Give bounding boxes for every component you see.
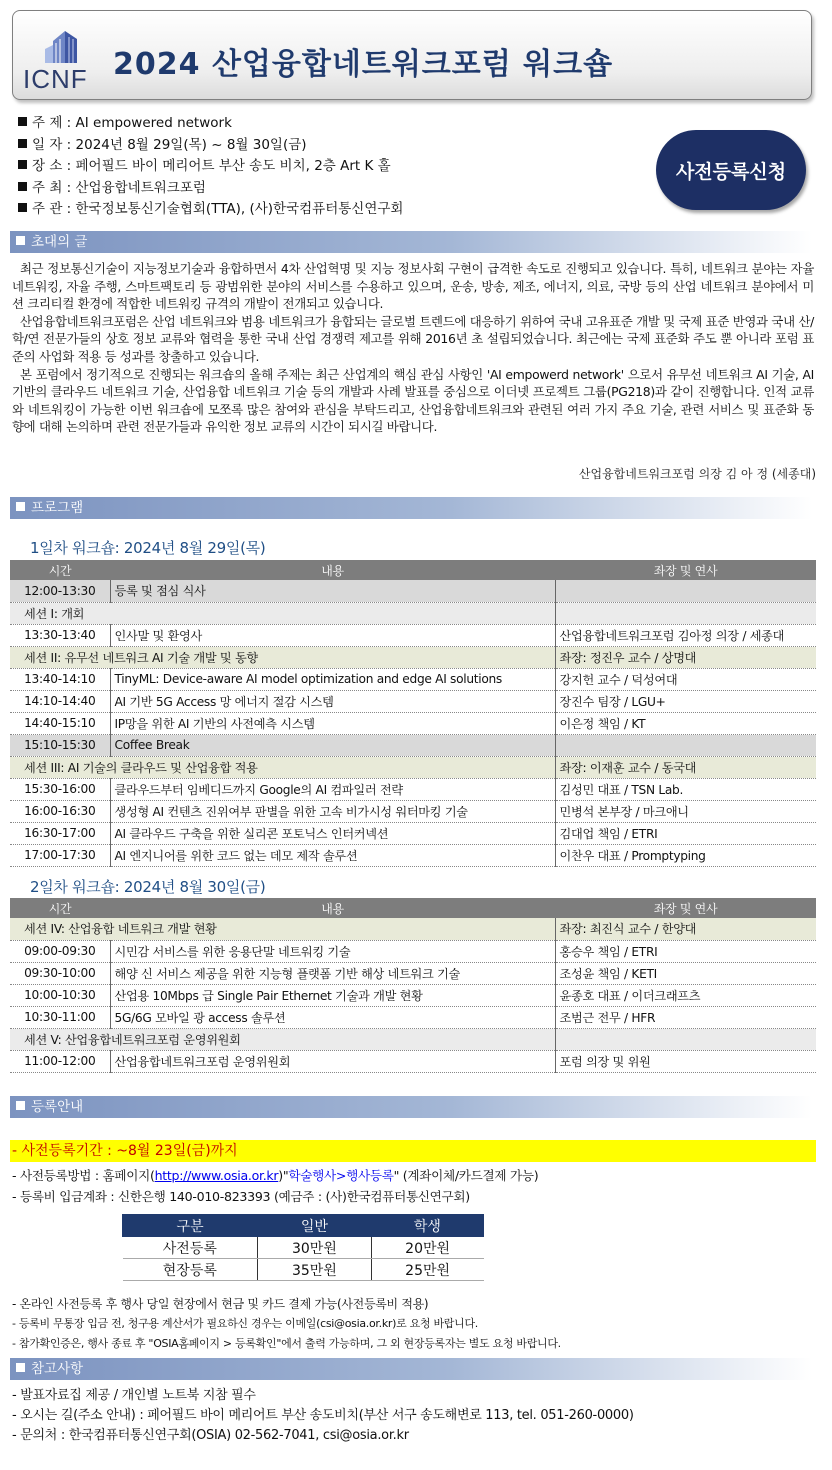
time-cell: 17:00-17:30 [10, 844, 110, 866]
reference-line: - 문의처 : 한국컴퓨터통신연구회(OSIA) 02-562-7041, csi@osia.or.kr [12, 1428, 409, 1443]
program-row [10, 580, 816, 602]
day1-title: 1일차 워크숍: 2024년 8월 29일(목) [30, 539, 266, 557]
section-title: 참고사항 [31, 1361, 84, 1377]
info-value: 페어필드 바이 메리어트 부산 송도 비치, 2층 Art K 홀 [75, 158, 391, 174]
square-bullet-icon [16, 1101, 25, 1110]
session-row [10, 646, 816, 668]
fee-row [123, 1259, 484, 1281]
homepage-link[interactable]: http://www.osia.or.kr [154, 1168, 279, 1183]
section-title: 초대의 글 [31, 234, 88, 250]
method-text: " (계좌이체/카드결제 가능) [393, 1168, 539, 1183]
program-row [10, 778, 816, 800]
chair-cell: 민병석 본부장 / 마크애니 [555, 800, 816, 822]
info-label: 장 소 : [32, 158, 72, 174]
program-row [10, 1050, 816, 1072]
square-bullet-icon [18, 117, 27, 126]
reference-line: - 발표자료집 제공 / 개인별 노트북 지참 필수 [12, 1388, 256, 1403]
info-value: 2024년 8월 29일(목) ~ 8월 30일(금) [75, 136, 307, 153]
registration-details [12, 1165, 538, 1207]
content-cell: IP망을 위한 AI 기반의 사전예측 시스템 [110, 712, 555, 734]
session-row [10, 756, 816, 778]
content-cell: AI 엔지니어를 위한 코드 없는 데모 제작 솔루션 [110, 844, 555, 866]
square-bullet-icon [18, 203, 27, 212]
chair-cell: 산업융합네트워크포럼 김아정 의장 / 세종대 [555, 624, 816, 646]
break-row [10, 734, 816, 756]
chair-cell: 조성윤 책임 / KETI [555, 962, 816, 984]
reference-list [12, 1386, 634, 1446]
program-row [10, 690, 816, 712]
section-title: 등록안내 [31, 1099, 84, 1115]
session-title: 세션 IV: 산업융합 네트워크 개발 현황 [10, 918, 555, 940]
fee-cell: 25만원 [371, 1259, 483, 1281]
invite-paragraph: 최근 정보통신기술이 지능정보기술과 융합하면서 4차 산업혁명 및 지능 정보사회 구현이 급격한 속도로 진행되고 있습니다. 특히, 네트워크 분야는 자율 네트워킹, 자율 주행, 스마트팩토리 등 광범위한 분야의 서비스를 수용하고 있으며, 운송, 방송, 제조, 에너지, 의료, 국방 등의 산업 네트워크 분야에서 미션 크리티컬 환경에 적합한 네트워킹 규격의 개발이 전개되고 있습니다. [12, 261, 814, 312]
content-cell: 등록 및 점심 식사 [110, 580, 555, 602]
chair-cell: 이은정 책임 / KT [555, 712, 816, 734]
col-content: 내용 [110, 560, 555, 580]
fee-header: 일반 [258, 1215, 372, 1237]
session-chair: 좌장: 이재훈 교수 / 동국대 [555, 756, 816, 778]
time-cell: 11:00-12:00 [10, 1050, 110, 1072]
session-chair: 좌장: 정진우 교수 / 상명대 [555, 646, 816, 668]
info-value: AI empowered network [75, 115, 232, 131]
registration-period: - 사전등록기간 : ~8월 23일(금)까지 [10, 1140, 816, 1162]
content-cell: Coffee Break [110, 734, 555, 756]
program-row [10, 712, 816, 734]
content-cell: 산업융합네트워크포럼 운영위원회 [110, 1050, 555, 1072]
method-text: )" [278, 1168, 289, 1183]
time-cell: 12:00-13:30 [10, 580, 110, 602]
time-cell: 14:10-14:40 [10, 690, 110, 712]
chair-cell: 포럼 의장 및 위원 [555, 1050, 816, 1072]
content-cell: TinyML: Device-aware AI model optimization and edge AI solutions [110, 668, 555, 690]
fee-header: 학생 [371, 1215, 483, 1237]
info-value: 산업융합네트워크포럼 [75, 179, 206, 196]
time-cell: 10:30-11:00 [10, 1006, 110, 1028]
program-row [10, 940, 816, 962]
info-date [18, 135, 638, 157]
info-venue [18, 156, 638, 178]
fee-cell: 현장등록 [123, 1259, 258, 1281]
info-topic [18, 113, 638, 135]
note-line: - 등록비 무통장 입금 전, 청구용 계산서가 필요하신 경우는 이메일(csi@osia.or.kr)로 요청 바랍니다. [12, 1317, 478, 1330]
session-chair: 좌장: 최진식 교수 / 한양대 [555, 918, 816, 940]
program-row [10, 668, 816, 690]
time-cell: 14:40-15:10 [10, 712, 110, 734]
chair-cell: 윤종호 대표 / 이더크래프츠 [555, 984, 816, 1006]
col-chair: 좌장 및 연사 [555, 898, 816, 918]
content-cell: AI 클라우드 구축을 위한 실리콘 포토닉스 인터커넥션 [110, 822, 555, 844]
chair-cell [555, 734, 816, 756]
content-cell: 해양 신 서비스 제공을 위한 지능형 플랫폼 기반 해상 네트워크 기술 [110, 962, 555, 984]
method-text: - 사전등록방법 : 홈페이지( [12, 1168, 155, 1183]
col-time: 시간 [10, 560, 110, 580]
time-cell: 16:00-16:30 [10, 800, 110, 822]
square-bullet-icon [16, 502, 25, 511]
header-banner [12, 10, 812, 100]
content-cell: AI 기반 5G Access 망 에너지 절감 시스템 [110, 690, 555, 712]
chair-cell: 이찬우 대표 / Promptyping [555, 844, 816, 866]
content-cell: 산업용 10Mbps 급 Single Pair Ethernet 기술과 개발 현황 [110, 984, 555, 1006]
time-cell: 13:30-13:40 [10, 624, 110, 646]
note-line: - 온라인 사전등록 후 행사 당일 현장에서 현금 및 카드 결제 가능(사전등록비 적용) [12, 1297, 429, 1311]
time-cell: 09:30-10:00 [10, 962, 110, 984]
fee-cell: 30만원 [258, 1237, 372, 1259]
program-row [10, 800, 816, 822]
registration-notes [12, 1294, 561, 1354]
program-row [10, 844, 816, 866]
fee-header: 구분 [123, 1215, 258, 1237]
content-cell: 5G/6G 모바일 광 access 솔루션 [110, 1006, 555, 1028]
program-row [10, 1006, 816, 1028]
info-value: 한국정보통신기술협회(TTA), (사)한국컴퓨터통신연구회 [75, 201, 404, 217]
chair-cell [555, 580, 816, 602]
event-registration-link[interactable]: 학술행사>행사등록 [288, 1168, 394, 1183]
chair-cell: 장진수 팀장 / LGU+ [555, 690, 816, 712]
session-title: 세션 II: 유무선 네트워크 AI 기술 개발 및 동향 [10, 646, 555, 668]
fee-cell: 사전등록 [123, 1237, 258, 1259]
invite-paragraph: 본 포럼에서 정기적으로 진행되는 워크숍의 올해 주제는 최근 산업계의 핵심 관심 사항인 'AI empowerd network' 으로서 유무선 네트워크 AI 기술, AI 기반의 클라우드 네트워크 기술, 산업융합 네트워크 기술 등의 개발과 사례 발표를 중심으로 이더넷 프로젝트 그룹(PG218)과 같이 진행합니다. 인적 교류와 네트워킹이 가능한 이번 워크숍에 모쪼록 많은 참여와 관심을 부탁드리고, 산업융합네트워크와 관련된 여러 가지 주요 기술, 관련 서비스 및 표준화 동향에 대해 논의하며 관련 전문가들과 유익한 정보 교류의 시간이 되시길 바랍니다. [12, 366, 814, 435]
fee-table [122, 1214, 484, 1281]
section-header-reference [10, 1358, 812, 1380]
col-time: 시간 [10, 898, 110, 918]
time-cell: 15:30-16:00 [10, 778, 110, 800]
content-cell: 생성형 AI 컨텐츠 진위여부 판별을 위한 고속 비가시성 워터마킹 기술 [110, 800, 555, 822]
chair-cell: 김성민 대표 / TSN Lab. [555, 778, 816, 800]
col-chair: 좌장 및 연사 [555, 560, 816, 580]
square-bullet-icon [18, 139, 27, 148]
session-row [10, 918, 816, 940]
square-bullet-icon [16, 236, 25, 245]
info-organizer [18, 199, 638, 221]
time-cell: 13:40-14:10 [10, 668, 110, 690]
info-label: 주 제 : [32, 115, 72, 131]
square-bullet-icon [16, 1363, 25, 1372]
program-row [10, 822, 816, 844]
chair-cell: 강지헌 교수 / 덕성여대 [555, 668, 816, 690]
chair-cell: 조범근 전무 / HFR [555, 1006, 816, 1028]
session-row [10, 1028, 816, 1050]
section-header-invite [10, 231, 812, 253]
signature: 산업융합네트워크포럼 의장 김 아 정 (세종대) [578, 467, 816, 481]
time-cell: 09:00-09:30 [10, 940, 110, 962]
session-row [10, 602, 816, 624]
page-title: 2024 산업융합네트워크포럼 워크숍 [113, 47, 614, 82]
registration-method [12, 1165, 538, 1186]
info-label: 일 자 : [32, 136, 72, 153]
square-bullet-icon [18, 160, 27, 169]
time-cell: 10:00-10:30 [10, 984, 110, 1006]
day2-title: 2일차 워크숍: 2024년 8월 30일(금) [30, 878, 266, 896]
pre-registration-button[interactable]: 사전등록신청 [656, 130, 806, 210]
reference-line: - 오시는 길(주소 안내) : 페어필드 바이 메리어트 부산 송도비치(부산 서구 송도해변로 113, tel. 051-260-0000) [12, 1408, 634, 1423]
section-header-registration [10, 1096, 812, 1118]
fee-row [123, 1237, 484, 1259]
event-info [18, 113, 638, 221]
session-title: 세션 I: 개회 [10, 602, 555, 624]
section-header-program [10, 497, 812, 519]
info-label: 주 관 : [32, 201, 72, 217]
session-title: 세션 III: AI 기술의 클라우드 및 산업융합 적용 [10, 756, 555, 778]
day2-program-table [10, 898, 816, 1073]
content-cell: 시민감 서비스를 위한 응용단말 네트워킹 기술 [110, 940, 555, 962]
session-title: 세션 V: 산업융합네트워크포럼 운영위원회 [10, 1028, 555, 1050]
content-cell: 인사말 및 환영사 [110, 624, 555, 646]
section-title: 프로그램 [31, 500, 84, 516]
program-row [10, 962, 816, 984]
fee-cell: 35만원 [258, 1259, 372, 1281]
content-cell: 클라우드부터 임베디드까지 Google의 AI 컴파일러 전략 [110, 778, 555, 800]
logo-text: ICNF [23, 64, 88, 94]
invite-paragraph: 산업융합네트워크포럼은 산업 네트워크와 범용 네트워크가 융합되는 글로벌 트렌드에 대응하기 위하여 국내 고유표준 개발 및 국제 표준 반영과 국내 산/학/연 전문가들의 상호 정보 교류와 협력을 통한 국내 산업 경쟁력 제고를 위해 2016년 초 설립되었습니다. 최근에는 국제 표준화 주도 뿐 아니라 포럼 표준의 사업화 적용 등 성과를 창출하고 있습니다. [12, 313, 814, 364]
fee-cell: 20만원 [371, 1237, 483, 1259]
info-host [18, 178, 638, 200]
info-label: 주 최 : [32, 179, 72, 196]
note-line: - 참가확인증은, 행사 종료 후 "OSIA홈페이지 > 등록확인"에서 출력 가능하며, 그 외 현장등록자는 별도 요청 바랍니다. [12, 1337, 561, 1350]
icnf-logo [23, 23, 103, 95]
registration-account: - 등록비 입금계좌 : 신한은행 140-010-823393 (예금주 : (사)한국컴퓨터통신연구회) [12, 1189, 470, 1204]
session-chair [555, 602, 816, 624]
chair-cell: 홍승우 책임 / ETRI [555, 940, 816, 962]
square-bullet-icon [18, 182, 27, 191]
time-cell: 15:10-15:30 [10, 734, 110, 756]
chair-cell: 김대업 책임 / ETRI [555, 822, 816, 844]
invitation-text [12, 260, 814, 436]
session-chair [555, 1028, 816, 1050]
time-cell: 16:30-17:00 [10, 822, 110, 844]
program-row [10, 984, 816, 1006]
program-row [10, 624, 816, 646]
day1-program-table [10, 560, 816, 867]
col-content: 내용 [110, 898, 555, 918]
